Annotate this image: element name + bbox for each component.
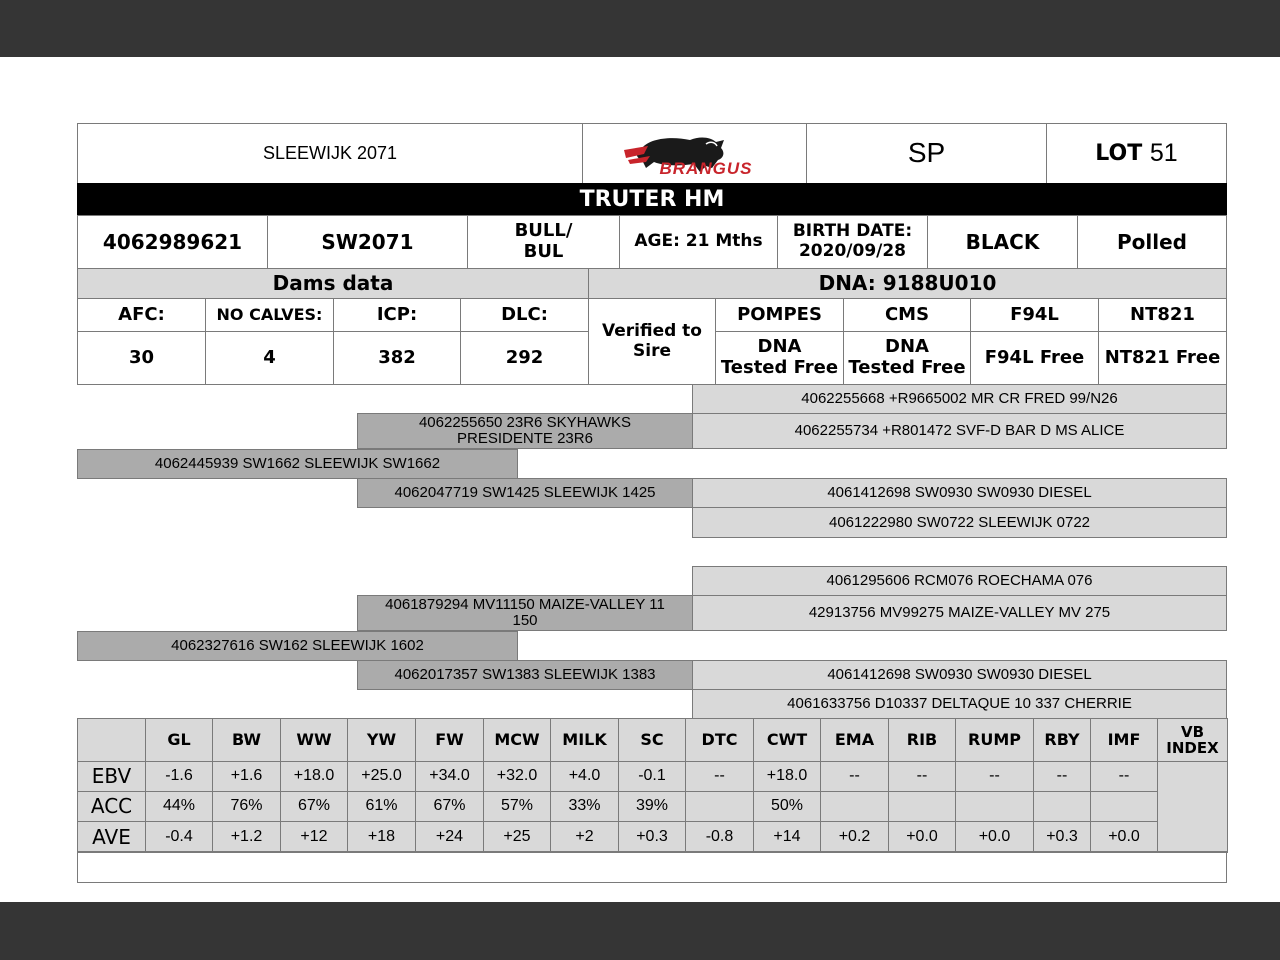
ebv-header-rby: RBY: [1033, 718, 1091, 762]
ebv-header-gl: GL: [145, 718, 213, 762]
ebv-cell-ave-rib: +0.0: [888, 821, 956, 853]
dna-test-name-nt821: NT821: [1098, 298, 1227, 332]
dna-test-result-f94l: F94L Free: [970, 331, 1099, 385]
ebv-cell-ave-yw: +18: [347, 821, 416, 853]
ebv-cell-ave-imf: +0.0: [1090, 821, 1158, 853]
ebv-cell-acc-sc: 39%: [618, 791, 686, 822]
afc-value: 30: [77, 331, 206, 385]
lot-label: LOT: [1095, 140, 1143, 166]
dlc-label: DLC:: [460, 298, 589, 332]
ebv-header-vb-index: VB INDEX: [1157, 718, 1228, 762]
top-bar: [0, 0, 1280, 57]
ebv-header-cwt: CWT: [753, 718, 821, 762]
ebv-cell-acc-bw: 76%: [212, 791, 281, 822]
pedigree-sire-sire: 4062255650 23R6 SKYHAWKS PRESIDENTE 23R6: [357, 413, 693, 449]
ebv-cell-ebv-rib: --: [888, 761, 956, 792]
afc-label: AFC:: [77, 298, 206, 332]
pedigree-sire-dam: 4062047719 SW1425 SLEEWIJK 1425: [357, 478, 693, 508]
ebv-cell-ebv-fw: +34.0: [415, 761, 484, 792]
pedigree-dam-dam-sire: 4061412698 SW0930 SW0930 DIESEL: [692, 660, 1227, 690]
ebv-cell-ebv-rby: --: [1033, 761, 1091, 792]
ebv-cell-acc-cwt: 50%: [753, 791, 821, 822]
ebv-cell-ave-ww: +12: [280, 821, 348, 853]
ebv-cell-ave-rby: +0.3: [1033, 821, 1091, 853]
ebv-cell-ave-sc: +0.3: [618, 821, 686, 853]
ebv-cell-ave-milk: +2: [550, 821, 619, 853]
ebv-cell-ave-fw: +24: [415, 821, 484, 853]
ebv-cell-ebv-imf: --: [1090, 761, 1158, 792]
ebv-header-yw: YW: [347, 718, 416, 762]
ebv-cell-ebv-ema: --: [820, 761, 889, 792]
pedigree-dam-dam-dam: 4061633756 D10337 DELTAQUE 10 337 CHERRIE: [692, 689, 1227, 719]
ebv-cell-ebv-cwt: +18.0: [753, 761, 821, 792]
ebv-header-imf: IMF: [1090, 718, 1158, 762]
animal-sex: BULL/ BUL: [467, 215, 620, 269]
ebv-cell-ebv-rump: --: [955, 761, 1034, 792]
dlc-value: 292: [460, 331, 589, 385]
ebv-cell-ave-dtc: -0.8: [685, 821, 754, 853]
ebv-cell-ebv-milk: +4.0: [550, 761, 619, 792]
calves-value: 4: [205, 331, 334, 385]
ebv-cell-ave-rump: +0.0: [955, 821, 1034, 853]
ebv-cell-acc-gl: 44%: [145, 791, 213, 822]
ebv-header-milk: MILK: [550, 718, 619, 762]
pedigree-sire-sire-sire: 4062255668 +R9665002 MR CR FRED 99/N26: [692, 384, 1227, 414]
breed-code: SP: [806, 123, 1047, 184]
ebv-cell-ebv-sc: -0.1: [618, 761, 686, 792]
dna-test-result-nt821: NT821 Free: [1098, 331, 1227, 385]
pedigree-dam-sire-dam: 42913756 MV99275 MAIZE-VALLEY MV 275: [692, 595, 1227, 631]
brangus-logo: [582, 123, 807, 184]
pedigree-dam-sire-sire: 4061295606 RCM076 ROECHAMA 076: [692, 566, 1227, 596]
ebv-cell-acc-mcw: 57%: [483, 791, 551, 822]
ebv-cell-ave-gl: -0.4: [145, 821, 213, 853]
birth-date: BIRTH DATE: 2020/09/28: [777, 215, 928, 269]
lot-cell: [1046, 123, 1227, 184]
ebv-header-ema: EMA: [820, 718, 889, 762]
ebv-row-label-ave: AVE: [77, 821, 146, 853]
ebv-cell-ebv-bw: +1.6: [212, 761, 281, 792]
bottom-bar: [0, 902, 1280, 960]
ebv-index-value: [1157, 761, 1228, 853]
ebv-header-dtc: DTC: [685, 718, 754, 762]
icp-value: 382: [333, 331, 461, 385]
ebv-cell-acc-rump: [955, 791, 1034, 822]
ebv-cell-ave-ema: +0.2: [820, 821, 889, 853]
ebv-cell-acc-fw: 67%: [415, 791, 484, 822]
lot-number: 51: [1149, 139, 1178, 168]
ebv-cell-acc-ema: [820, 791, 889, 822]
ebv-cell-acc-ww: 67%: [280, 791, 348, 822]
pedigree-sire-dam-sire: 4061412698 SW0930 SW0930 DIESEL: [692, 478, 1227, 508]
ebv-cell-ave-mcw: +25: [483, 821, 551, 853]
ebv-header-bw: BW: [212, 718, 281, 762]
pedigree-sire: 4062445939 SW1662 SLEEWIJK SW1662: [77, 449, 518, 479]
pedigree-dam-dam: 4062017357 SW1383 SLEEWIJK 1383: [357, 660, 693, 690]
dna-test-name-f94l: F94L: [970, 298, 1099, 332]
ebv-cell-acc-dtc: [685, 791, 754, 822]
ebv-header-ww: WW: [280, 718, 348, 762]
ebv-cell-ave-cwt: +14: [753, 821, 821, 853]
animal-colour: BLACK: [927, 215, 1078, 269]
ebv-cell-acc-milk: 33%: [550, 791, 619, 822]
ebv-cell-ebv-yw: +25.0: [347, 761, 416, 792]
logo-text: BRANGUS: [659, 158, 753, 178]
ebv-cell-ebv-mcw: +32.0: [483, 761, 551, 792]
ebv-header-corner: [77, 718, 146, 762]
pedigree-dam: 4062327616 SW162 SLEEWIJK 1602: [77, 631, 518, 661]
ebv-cell-acc-rby: [1033, 791, 1091, 822]
animal-horn: Polled: [1077, 215, 1227, 269]
dna-test-result-pompes: DNA Tested Free: [715, 331, 844, 385]
ebv-header-mcw: MCW: [483, 718, 551, 762]
animal-code: SW2071: [267, 215, 468, 269]
calves-label: NO CALVES:: [205, 298, 334, 332]
ebv-cell-ave-bw: +1.2: [212, 821, 281, 853]
ebv-cell-ebv-ww: +18.0: [280, 761, 348, 792]
verified-to-sire: Verified to Sire: [588, 298, 716, 385]
ebv-header-sc: SC: [618, 718, 686, 762]
ebv-cell-acc-yw: 61%: [347, 791, 416, 822]
footer-empty-row: [77, 851, 1227, 883]
ebv-row-label-ebv: EBV: [77, 761, 146, 792]
ebv-header-rib: RIB: [888, 718, 956, 762]
dams-title: Dams data: [77, 268, 589, 299]
ebv-cell-ebv-dtc: --: [685, 761, 754, 792]
dna-test-name-cms: CMS: [843, 298, 971, 332]
pedigree-sire-sire-dam: 4062255734 +R801472 SVF-D BAR D MS ALICE: [692, 413, 1227, 449]
ebv-cell-acc-rib: [888, 791, 956, 822]
dna-test-result-cms: DNA Tested Free: [843, 331, 971, 385]
pedigree-sire-dam-dam: 4061222980 SW0722 SLEEWIJK 0722: [692, 507, 1227, 538]
ebv-cell-ebv-gl: -1.6: [145, 761, 213, 792]
ebv-cell-acc-imf: [1090, 791, 1158, 822]
ebv-header-fw: FW: [415, 718, 484, 762]
animal-id: 4062989621: [77, 215, 268, 269]
icp-label: ICP:: [333, 298, 461, 332]
animal-age: AGE: 21 Mths: [619, 215, 778, 269]
dna-test-name-pompes: POMPES: [715, 298, 844, 332]
ebv-header-rump: RUMP: [955, 718, 1034, 762]
owner-bar: TRUTER HM: [77, 183, 1227, 216]
dna-title: DNA: 9188U010: [588, 268, 1227, 299]
farm-name: SLEEWIJK 2071: [77, 123, 583, 184]
ebv-row-label-acc: ACC: [77, 791, 146, 822]
pedigree-dam-sire: 4061879294 MV11150 MAIZE-VALLEY 11 150: [357, 595, 693, 631]
